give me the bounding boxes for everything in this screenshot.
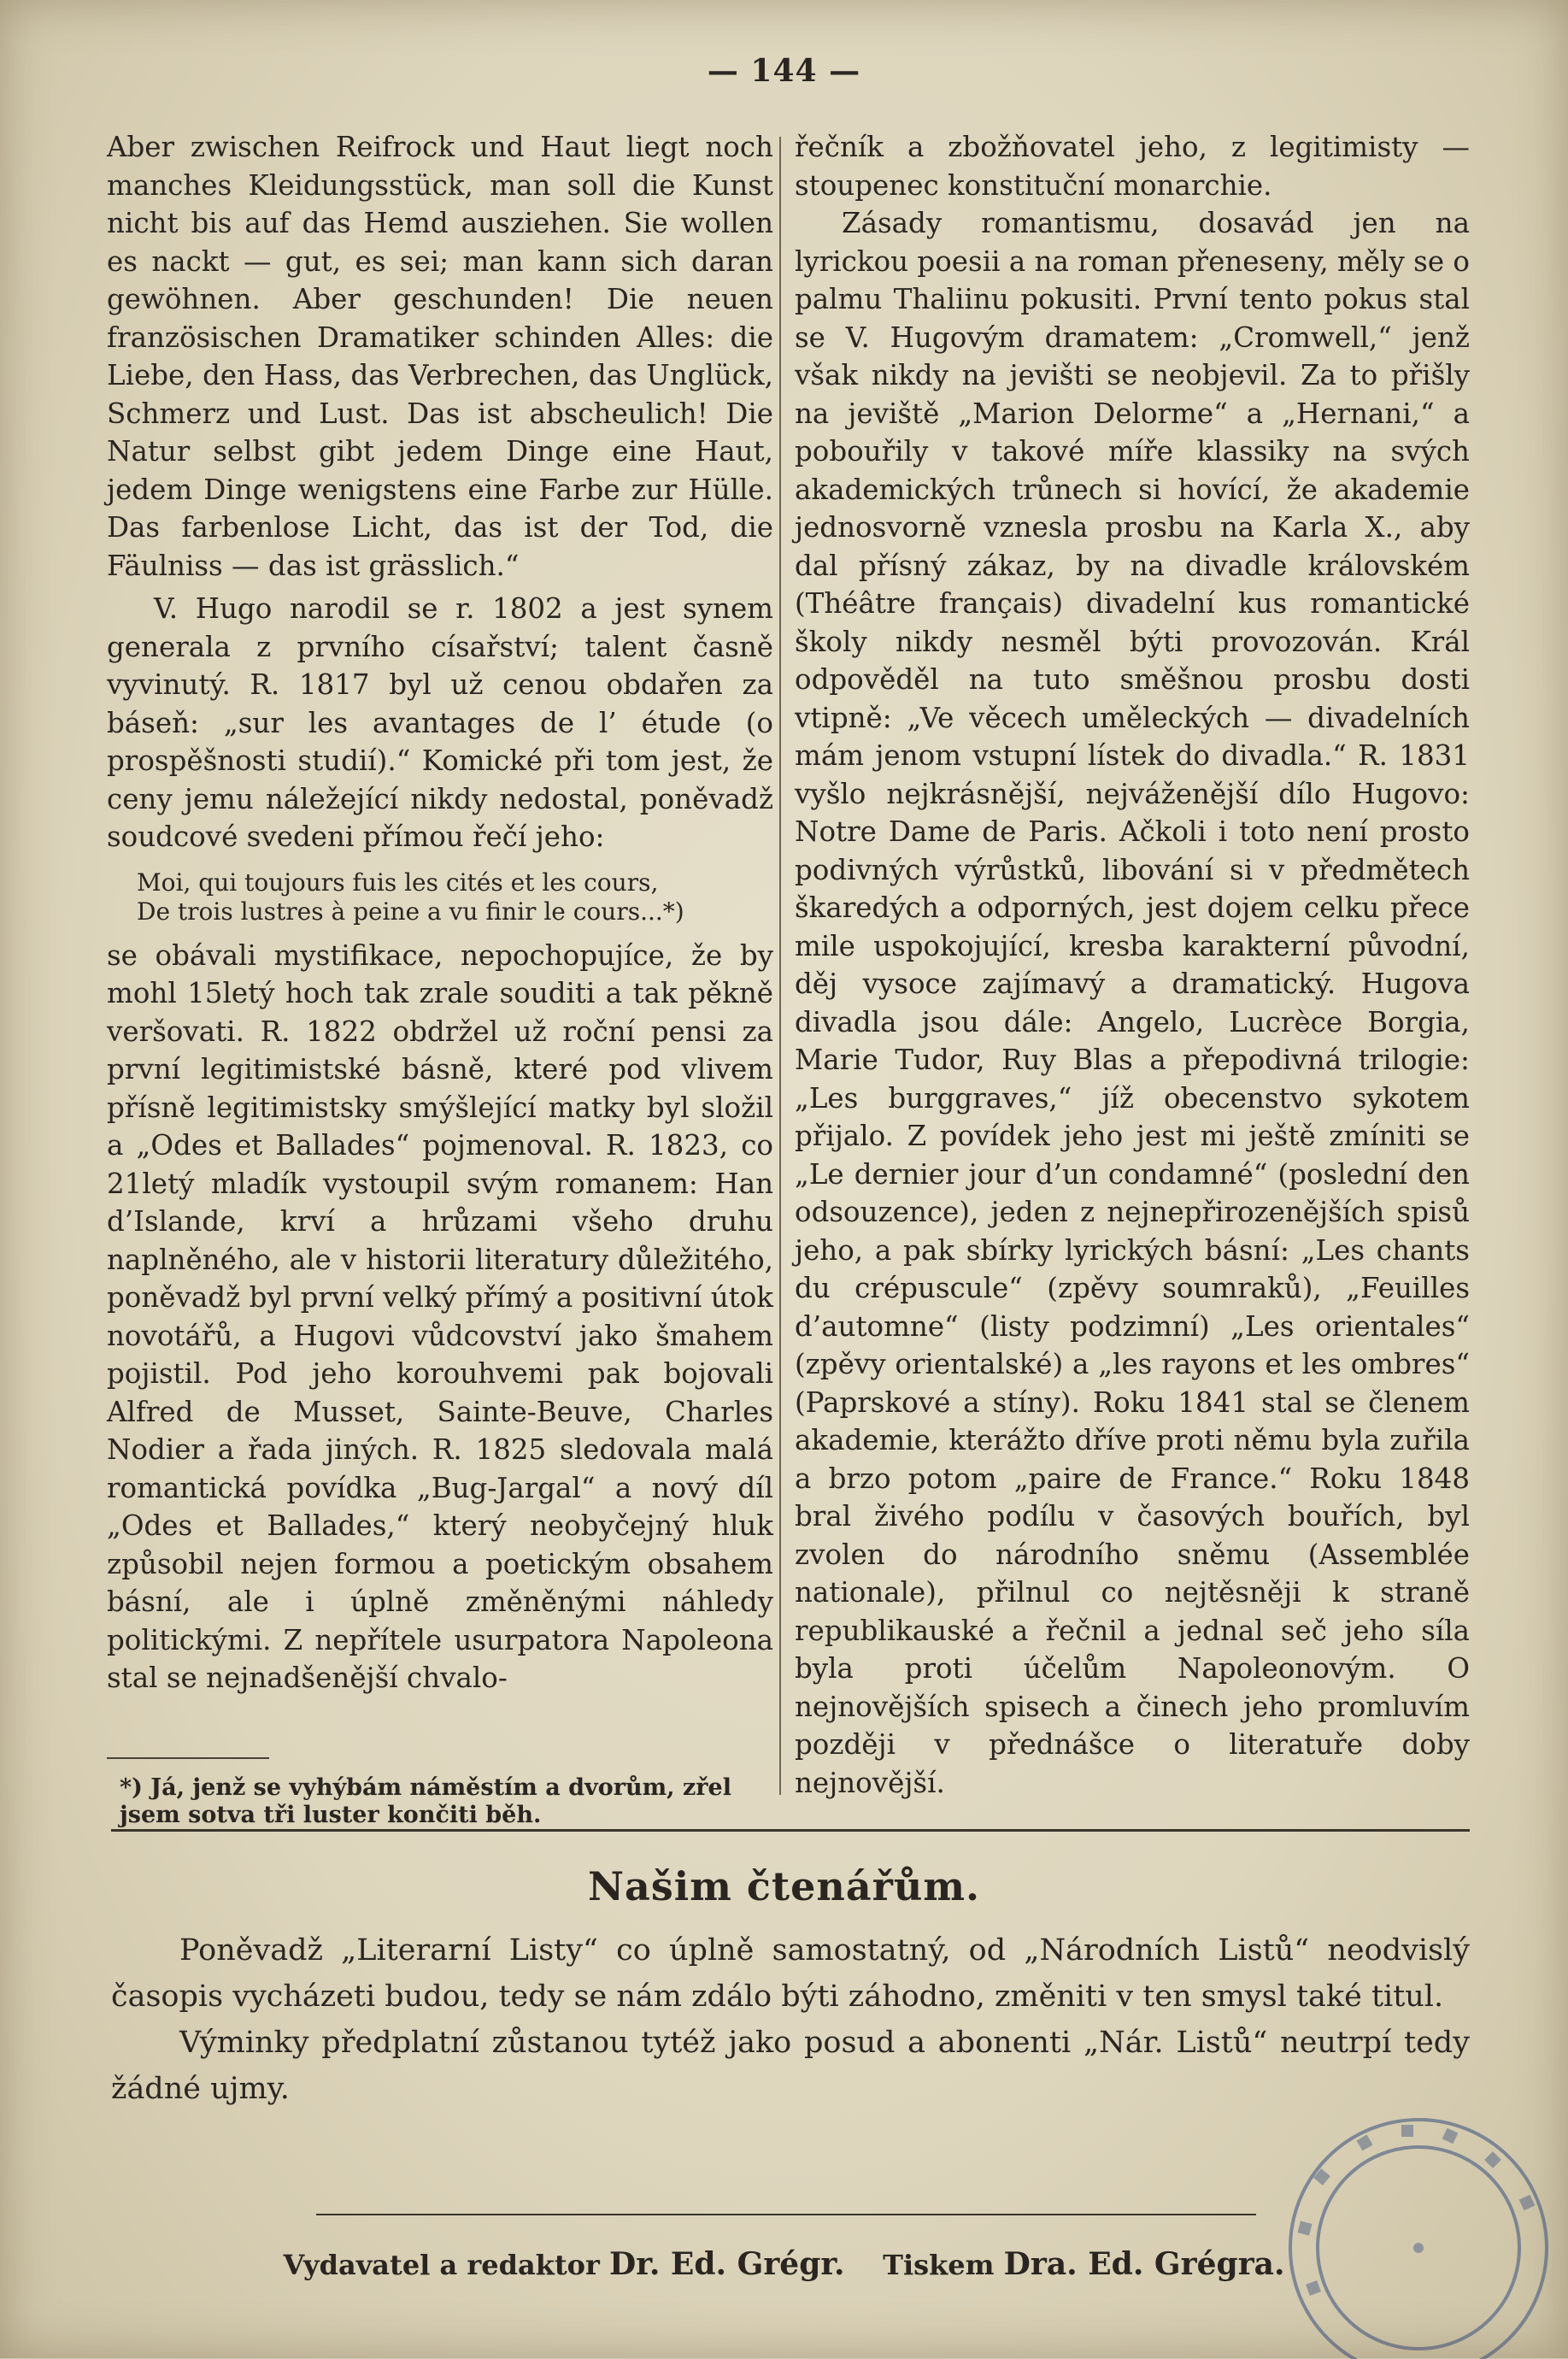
career-paragraph: se obávali mystifikace, nepochopujíce, že by mohl 15letý hoch tak zrale souditi a tak pěkně veršovati. R. 1822 obdržel už roční pensi za první legitimistské básně, které pod vlivem přísně legitimistsky smýšlející matky byl složil a „Odes et Ballades“ pojmenoval. R. 1823, co 21letý mladík vystoupil svým romanem: Han d’Islande, krví a hrůzami všeho druhu naplněného, ale v historii literatury důležitého, poněvadž byl první velký přímý a positivní útok novotářů, a Hugovi vůdcovství jako šmahem pojistil. Pod jeho korouhvemi pak bojovali Alfred de Musset, Sainte-Beuve, Charles Nodier a řada jiných. R. 1825 sledovala malá romantická povídka „Bug-Jargal“ a nový díl „Odes et Ballades,“ který neobyčejný hluk způsobil nejen formou a poetickým obsahem básní, ale i úplně změněnými náhledy politickými. Z nepřítele usurpatora Napoleona stal se nejnadšenější chvalo- [107,938,773,1694]
page-number: — 144 — [707,53,861,89]
column-divider [779,137,781,1795]
library-stamp-icon [1230,2085,1555,2359]
section-divider [111,1829,1470,1832]
verse-line: De trois lustres à peine a vu finir le cours...*) [137,897,684,926]
printer-label: Tiskem [883,2249,995,2281]
notice-paragraph: Výminky předplatní zůstanou tytéž jako posud a abonenti „Nár. Listů“ neutrpí tedy žádné ujmy. [111,2026,1470,2106]
left-column [107,128,773,1829]
printer-name: Dra. Ed. Grégra. [1003,2246,1285,2282]
notice-paragraph: Poněvadž „Literarní Listy“ co úplně samostatný, od „Národních Listů“ neodvislý časopis vycházeti budou, tedy se nám zdálo býti záhodno, změniti v ten smysl také titul. [111,1933,1470,2014]
notice-body [111,1927,1470,2112]
notice-title: Našim čtenářům. [587,1863,981,1909]
publisher-name: Dr. Ed. Grégr. [608,2246,845,2282]
footnote-divider [107,1757,269,1759]
continuation-paragraph: řečník a zbožňovatel jeho, z legitimisty — stoupenec konstituční monarchie. [795,131,1470,202]
verse-line: Moi, qui toujours fuis les cités et les cours, [137,868,659,897]
german-quote-paragraph: Aber zwischen Reifrock und Haut liegt noch manches Kleidungsstück, man soll die Kunst nicht bis auf das Hemd ausziehen. Sie wollen es nackt — gut, es sei; man kann sich daran gewöhnen. Aber geschunden! Die neuen französischen Dramatiker schinden Alles: die Liebe, den Hass, das Verbrechen, das Unglück, Schmerz und Lust. Das ist abscheulich! Die Natur selbst gibt jedem Dinge eine Haut, jedem Dinge wenigstens eine Farbe zur Hülle. Das farbenlose Licht, das ist der Tod, die Fäulniss — das ist grässlich.“ [107,131,773,582]
hugo-birth-paragraph: V. Hugo narodil se r. 1802 a jest synem generala z prvního císařství; talent časně vyvinutý. R. 1817 byl už cenou obdařen za báseň: „sur les avantages de l’ étude (o prospěšnosti studií).“ Komické při tom jest, že ceny jemu náležející nikdy nedostal, poněvadž soudcové svedeni přímou řečí jeho: [107,592,773,853]
imprint-divider [316,2214,1256,2215]
romanticism-paragraph: Zásady romantismu, dosavád jen na lyrickou poesii a na roman přeneseny, měly se o palmu Thaliinu pokusiti. První tento pokus stal se V. Hugovým dramatem: „Cromwell,“ jenž však nikdy na jevišti se neobjevil. Za to přišly na jeviště „Marion Delorme“ a „Hernani,“ a pobouřily v takové míře klassiky na svých akademických trůnech si hovící, že akademie jednosvorně vznesla prosbu na Karla X., aby dal přísný zákaz, by na divadle královském (Théâtre français) divadelní kus romantické školy nikdy nesměl býti provozován. Král odpověděl na tuto směšnou prosbu dosti vtipně: „Ve věcech uměleckých — divadelních mám jenom vstupní lístek do divadla.“ R. 1831 vyšlo nejkrásnější, nejváženější dílo Hugovo: Notre Dame de Paris. Ačkoli i toto není prosto podivných výrůstků, libování si v předmětech škaredých a odporných, jest dojem celku přece mile uspokojující, kresba karakterní původní, děj vysoce zajímavý a dramatický. Hugova divadla jsou dále: Angelo, Lucrèce Borgia, Marie Tudor, Ruy Blas a přepodivná trilogie: „Les burggraves,“ jíž obecenstvo sykotem přijalo. Z povídek jeho jest mi ještě zmíniti se „Le dernier jour d’un condamné“ (poslední den odsouzence), jeden z nejnepřirozenějších spisů jeho, a pak sbírky lyrických básní: „Les chants du crépuscule“ (zpěvy soumraků), „Feuilles d’automne“ (listy podzimní) „Les orientales“ (zpěvy orientalské) a „les rayons et les ombres“ (Paprskové a stíny). Roku 1841 stal se členem akademie, kterážto dříve proti němu byla zuřila a brzo potom „paire de France.“ Roku 1848 bral živého podílu v časových bouřích, byl zvolen do národního sněmu (Assemblée nationale), přilnul co nejtěsněji k straně republikauské a řečnil a jednal seč jeho síla byla proti účelům Napoleonovým. O nejnovějších spisech a činech jeho promluvím později v přednášce o literatuře doby nejnovější. [795,207,1470,1799]
publisher-label: Vydavatel a redaktor [283,2249,600,2281]
french-verse [137,868,773,927]
footnote: *) Já, jenž se vyhýbám náměstím a dvorům, zřel jsem sotva tři luster končiti běh. [120,1774,731,1828]
right-column [795,128,1470,1802]
